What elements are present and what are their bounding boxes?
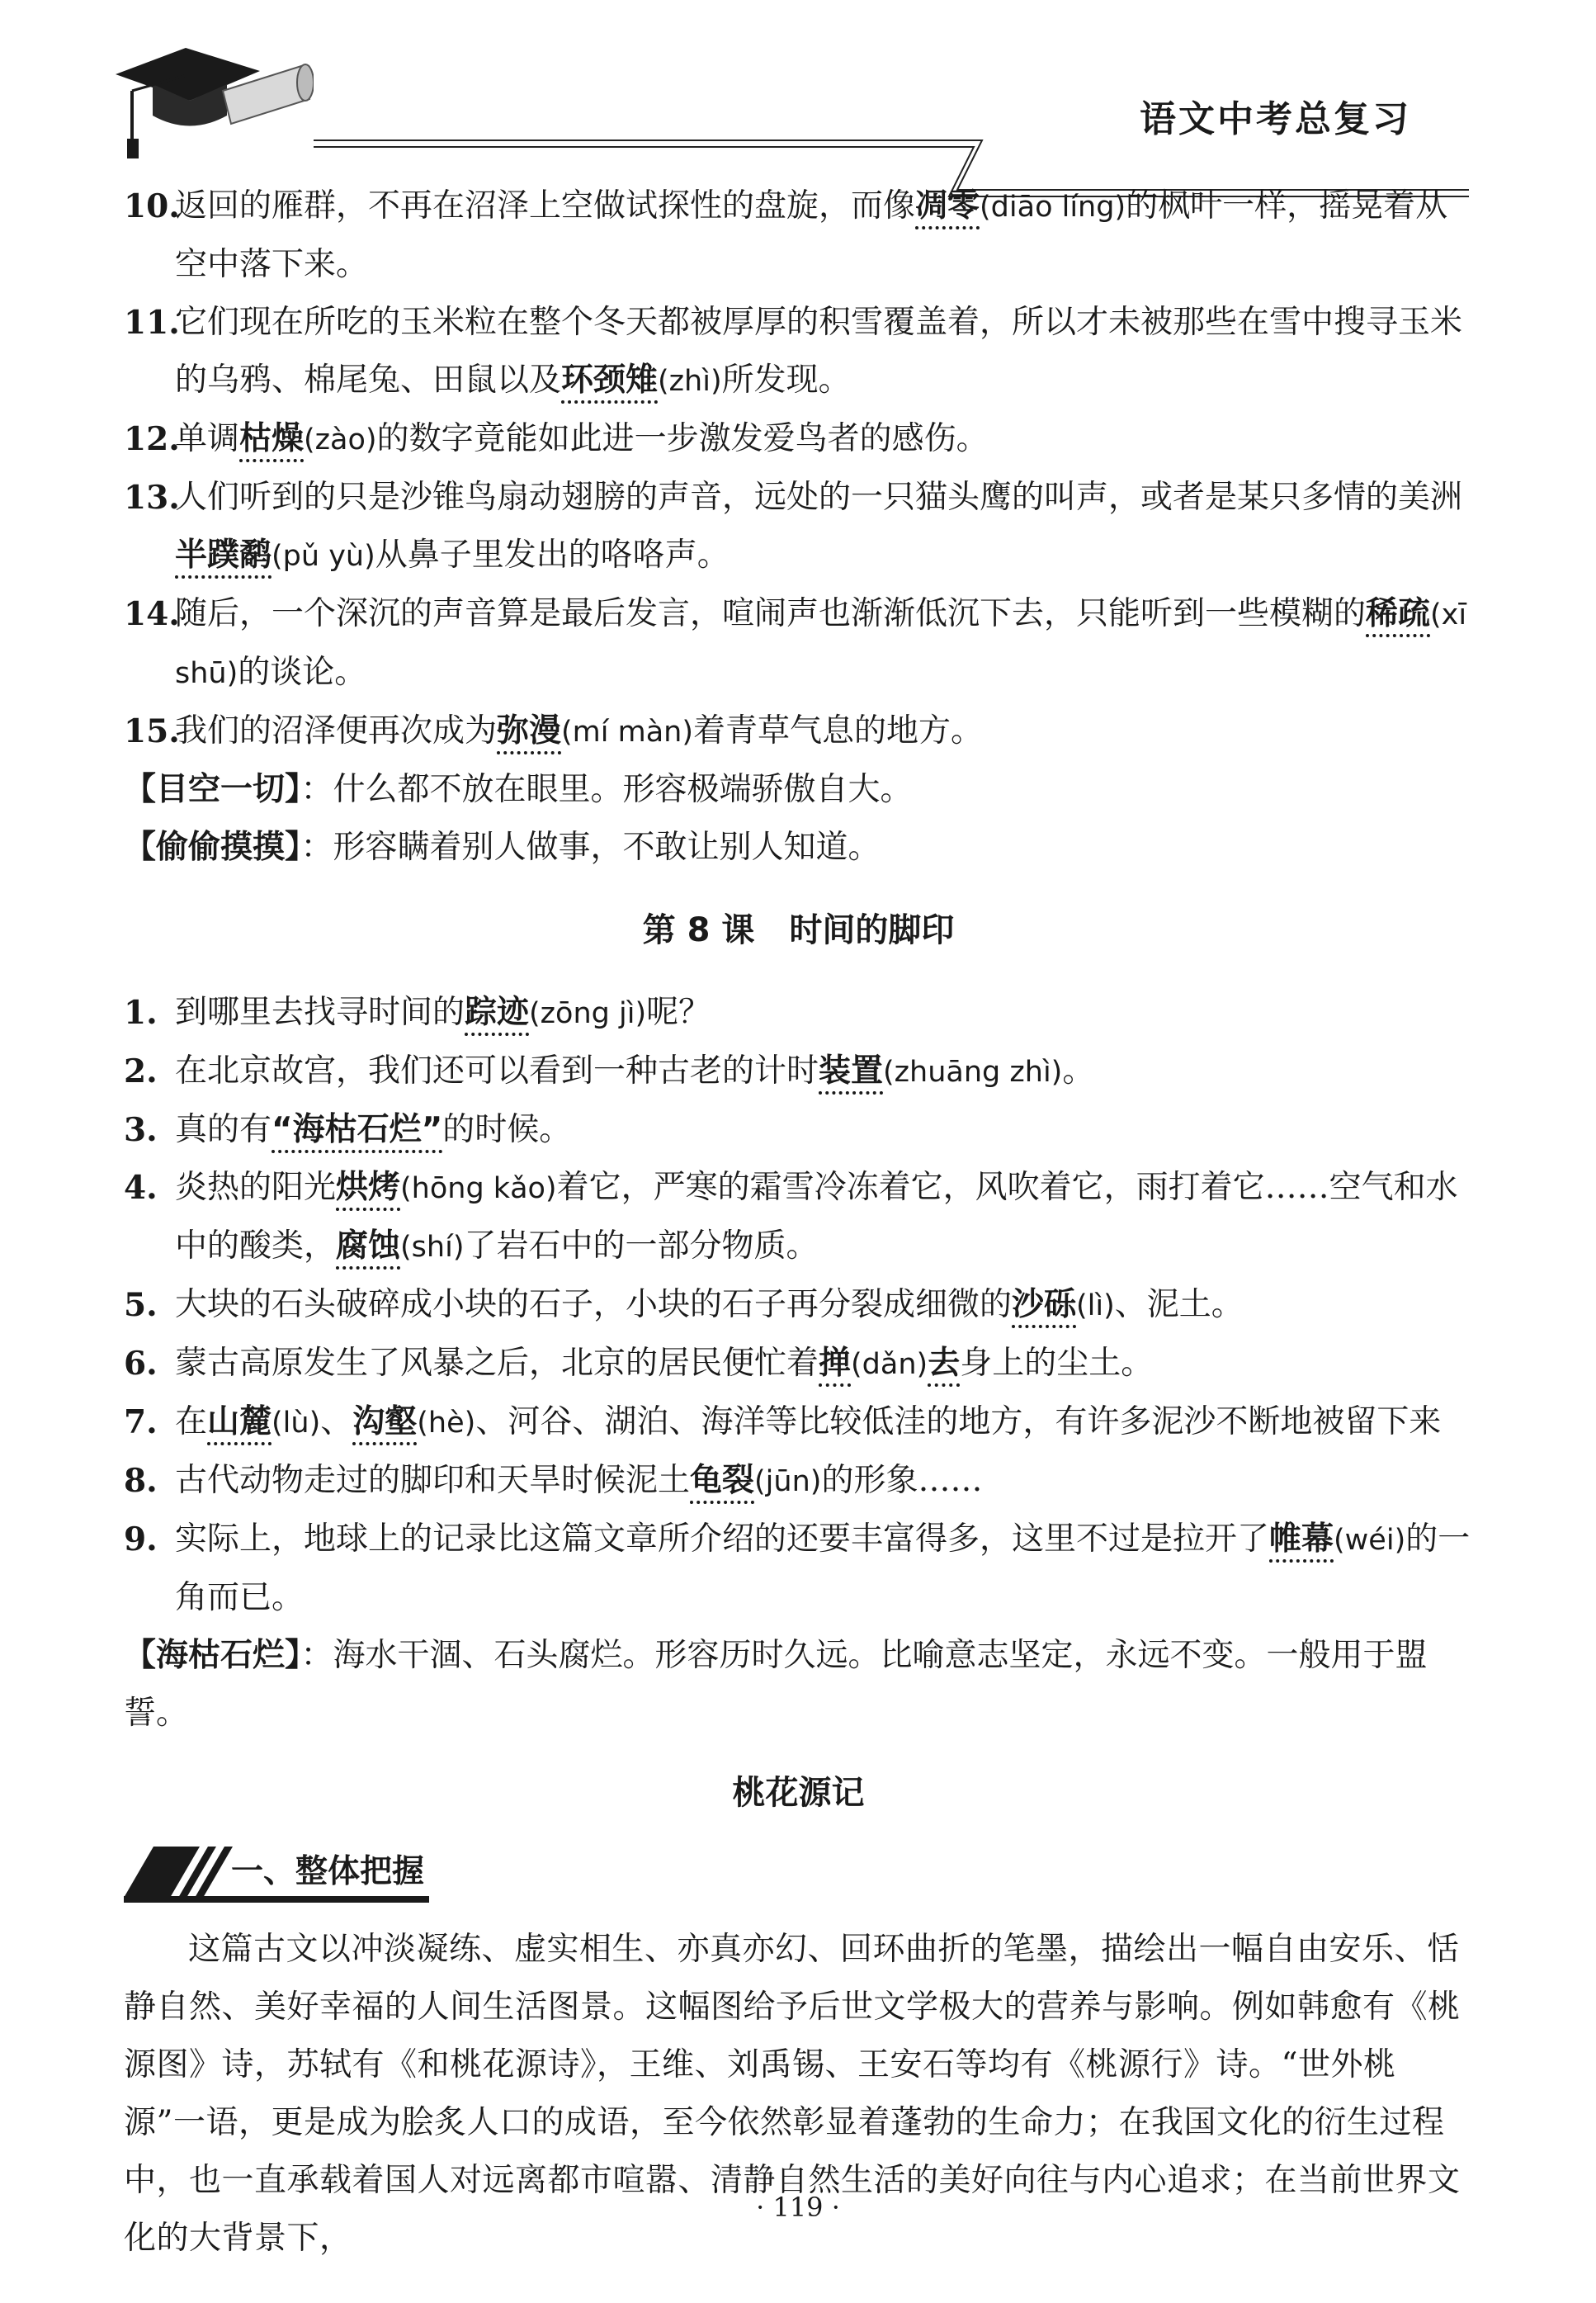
item-text: 所发现。 xyxy=(721,362,851,399)
idiom-term: 【海枯石烂】 xyxy=(124,1637,301,1674)
vocab-item xyxy=(124,1043,1473,1101)
pinyin: (hè) xyxy=(417,1407,476,1440)
item-text: 在 xyxy=(175,1403,208,1440)
vocab-item xyxy=(124,469,1473,585)
item-text: 。 xyxy=(1062,1052,1095,1090)
idiom-definition: ：什么都不放在眼里。形容极端骄傲自大。 xyxy=(300,771,913,808)
vocab-item xyxy=(124,702,1473,761)
item-text: 的一角而已。 xyxy=(175,1520,1471,1616)
item-text: 的数字竟能如此进一步激发爱鸟者的感伤。 xyxy=(376,420,989,457)
pinyin: (mí màn) xyxy=(561,716,694,749)
item-text: 呢？ xyxy=(646,994,711,1031)
idiom-entry xyxy=(124,819,1473,877)
item-number: 8. xyxy=(124,1462,158,1500)
item-number: 13. xyxy=(124,479,180,517)
pinyin: (xī shū) xyxy=(175,598,1467,690)
key-word: 半蹼鹬 xyxy=(175,537,272,574)
idiom-term: 【偷偷摸摸】 xyxy=(124,829,301,866)
key-word: 沙砾 xyxy=(1012,1286,1077,1323)
pinyin: (lù) xyxy=(272,1407,321,1440)
item-number: 1. xyxy=(124,994,158,1032)
key-word: 沟壑 xyxy=(352,1403,418,1440)
item-text: 随后，一个深沉的声音算是最后发言，喧闹声也渐渐低沉下去，只能听到一些模糊的 xyxy=(175,595,1367,632)
vocab-item xyxy=(124,1393,1473,1452)
item-text: 它们现在所吃的玉米粒在整个冬天都被厚厚的积雪覆盖着，所以才未被那些在雪中搜寻玉米的乌鸦、棉尾兔、田鼠以及 xyxy=(175,304,1463,399)
key-word: 去 xyxy=(928,1345,961,1382)
pinyin: (lì) xyxy=(1076,1289,1115,1322)
item-number: 15. xyxy=(124,712,180,750)
pinyin: (zōng jì) xyxy=(529,997,647,1030)
pinyin: (wéi) xyxy=(1334,1524,1406,1557)
item-text: 真的有 xyxy=(175,1111,272,1148)
item-text: 了岩石中的一部分物质。 xyxy=(464,1227,819,1265)
idiom-term: 【目空一切】 xyxy=(124,771,301,808)
item-text: 着青草气息的地方。 xyxy=(693,712,984,750)
key-word: “海枯石烂” xyxy=(272,1111,443,1148)
pinyin: (zhuāng zhì) xyxy=(883,1056,1063,1089)
header-title: 语文中考总复习 xyxy=(1140,98,1411,140)
item-text: 、 xyxy=(320,1403,353,1440)
idiom-definition: ：形容瞒着别人做事，不敢让别人知道。 xyxy=(300,829,881,866)
item-number: 7. xyxy=(124,1403,158,1441)
pinyin: (pǔ yù) xyxy=(272,540,375,573)
page-number: · 119 · xyxy=(756,2192,840,2223)
item-text: 从鼻子里发出的咯咯声。 xyxy=(375,537,730,574)
item-text: 着它，严寒的霜雪冷冻着它，风吹着它，雨打着它……空气和水中的酸类， xyxy=(175,1169,1458,1265)
item-number: 3. xyxy=(124,1111,158,1149)
vocab-item xyxy=(124,294,1473,410)
key-word: 踪迹 xyxy=(465,994,530,1031)
overview-paragraph: 这篇古文以冲淡凝练、虚实相生、亦真亦幻、回环曲折的笔墨，描绘出一幅自由安乐、恬静自然、美好幸福的人间生活图景。这幅图给予后世文学极大的营养与影响。例如韩愈有《桃源图》诗，苏轼有《和桃花源诗》，王维、刘禹锡、王安石等均有《桃源行》诗。“世外桃源”一语，更是成为脍炙人口的成语，至今依然彰显着蓬勃的生命力；在我国文化的衍生过程中，也一直承载着国人对远离都市喧嚣、清静自然生活的美好向往与内心追求；在当前世界文化的大背景下， xyxy=(124,1931,1461,2257)
key-word: 弥漫 xyxy=(497,712,562,750)
item-text: 、泥土。 xyxy=(1114,1286,1244,1323)
item-number: 5. xyxy=(124,1286,158,1324)
key-word: 腐蚀 xyxy=(336,1227,401,1265)
item-number: 6. xyxy=(124,1345,158,1383)
item-text: 的时候。 xyxy=(442,1111,572,1148)
idiom-definition: ：海水干涸、石头腐烂。形容历时久远。比喻意志坚定，永远不变。一般用于盟誓。 xyxy=(124,1637,1428,1732)
key-word: 凋零 xyxy=(915,187,980,225)
vocab-list-b xyxy=(124,984,1473,1627)
key-word: 烘烤 xyxy=(336,1169,401,1206)
vocab-item xyxy=(124,1276,1473,1335)
item-text: 的谈论。 xyxy=(238,654,367,691)
item-text: 实际上，地球上的记录比这篇文章所介绍的还要丰富得多，这里不过是拉开了 xyxy=(175,1520,1270,1558)
item-text: 人们听到的只是沙锥鸟扇动翅膀的声音，远处的一只猫头鹰的叫声，或者是某只多情的美洲 xyxy=(175,479,1463,516)
page-header xyxy=(107,33,1469,173)
key-word: 掸 xyxy=(819,1345,852,1382)
banner-title: 一、整体把握 xyxy=(231,1853,425,1890)
item-text: 返回的雁群，不再在沼泽上空做试探性的盘旋，而像 xyxy=(175,187,916,225)
item-number: 14. xyxy=(124,595,180,633)
vocab-item xyxy=(124,177,1473,294)
item-text: 身上的尘土。 xyxy=(960,1345,1154,1382)
item-text: 单调 xyxy=(175,420,240,457)
pinyin: (shí) xyxy=(400,1231,465,1264)
lesson-label: 第 8 课 xyxy=(642,911,755,949)
key-word: 装置 xyxy=(819,1052,884,1090)
item-text: 、河谷、湖泊、海洋等比较低洼的地方，有许多泥沙不断地被留下来 xyxy=(475,1403,1442,1440)
item-text: 古代动物走过的脚印和天旱时候泥土 xyxy=(175,1462,691,1499)
item-number: 10. xyxy=(124,187,180,225)
item-text: 我们的沼泽便再次成为 xyxy=(175,712,498,750)
lesson-name: 时间的脚印 xyxy=(789,911,955,949)
section-banner xyxy=(124,1838,1473,1906)
item-text: 到哪里去找寻时间的 xyxy=(175,994,465,1031)
vocab-item xyxy=(124,1335,1473,1393)
key-word: 环颈雉 xyxy=(561,362,659,399)
key-word: 帷幕 xyxy=(1269,1520,1334,1558)
pinyin: (hōng kǎo) xyxy=(400,1172,557,1205)
pinyin: (dǎn) xyxy=(851,1348,928,1381)
section-title: 桃花源记 xyxy=(732,1774,865,1812)
vocab-item xyxy=(124,1101,1473,1159)
item-number: 2. xyxy=(124,1052,158,1090)
pinyin: (zào) xyxy=(304,423,377,456)
vocab-item xyxy=(124,585,1473,702)
item-number: 12. xyxy=(124,420,180,458)
idiom-entry xyxy=(124,761,1473,819)
item-text: 在北京故宫，我们还可以看到一种古老的计时 xyxy=(175,1052,819,1090)
vocab-item xyxy=(124,1159,1473,1276)
item-text: 大块的石头破碎成小块的石子，小块的石子再分裂成细微的 xyxy=(175,1286,1013,1323)
key-word: 枯燥 xyxy=(239,420,305,457)
lesson-title xyxy=(124,901,1473,959)
key-word: 山麓 xyxy=(207,1403,272,1440)
item-text: 炎热的阳光 xyxy=(175,1169,337,1206)
key-word: 龟裂 xyxy=(690,1462,755,1499)
vocab-item xyxy=(124,410,1473,469)
vocab-item xyxy=(124,1511,1473,1627)
item-number: 11. xyxy=(124,304,180,342)
pinyin: (zhì) xyxy=(658,365,722,398)
pinyin: (diāo líng) xyxy=(980,191,1126,224)
pinyin: (jūn) xyxy=(754,1465,822,1498)
item-text: 蒙古高原发生了风暴之后，北京的居民便忙着 xyxy=(175,1345,819,1382)
item-text: 的形象…… xyxy=(821,1462,983,1499)
key-word: 稀疏 xyxy=(1366,595,1431,632)
item-text: 的枫叶一样，摇晃着从空中落下来。 xyxy=(175,187,1448,283)
vocab-item xyxy=(124,984,1473,1043)
idiom-entry xyxy=(124,1627,1473,1743)
item-number: 9. xyxy=(124,1520,158,1558)
item-number: 4. xyxy=(124,1169,158,1207)
vocab-list-a xyxy=(124,177,1473,761)
page-content xyxy=(124,177,1473,2268)
vocab-item xyxy=(124,1452,1473,1511)
